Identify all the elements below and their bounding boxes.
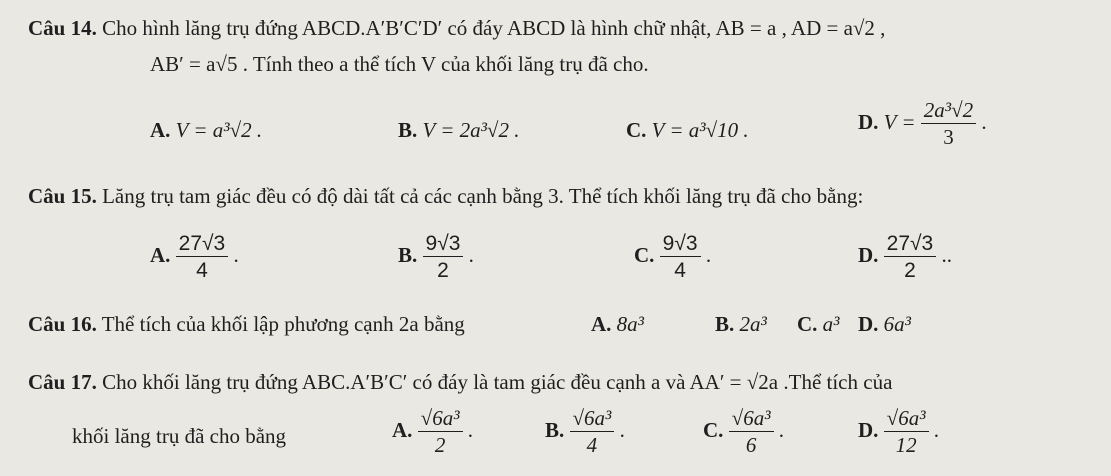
fraction-denominator: 2 bbox=[904, 259, 916, 282]
q14-option-d[interactable] bbox=[858, 100, 987, 148]
q16-line bbox=[28, 314, 465, 335]
option-value: V = a³√2 . bbox=[175, 118, 263, 142]
q17-text-line1: Cho khối lăng trụ đứng ABC.A′B′C′ có đáy là tam giác đều cạnh a và AA′ = √2a .Thể tích của bbox=[102, 370, 893, 394]
q14-option-a[interactable] bbox=[150, 120, 262, 141]
q16-text: Thể tích của khối lập phương cạnh 2a bằng bbox=[101, 312, 465, 336]
q17-option-a[interactable] bbox=[392, 408, 473, 456]
option-fraction bbox=[176, 233, 229, 281]
q15-number: Câu 15. bbox=[28, 184, 97, 208]
option-value: 2a³ bbox=[739, 312, 767, 336]
q17-number: Câu 17. bbox=[28, 370, 97, 394]
option-label: C. bbox=[626, 118, 647, 142]
option-value: 6a³ bbox=[883, 312, 911, 336]
option-label: D. bbox=[858, 242, 879, 267]
option-fraction bbox=[660, 233, 701, 281]
option-suffix: .. bbox=[941, 242, 952, 267]
fraction-numerator: 9√3 bbox=[423, 233, 464, 257]
q14-text-line2: AB′ = a√5 . Tính theo a thể tích V của khối lăng trụ đã cho. bbox=[150, 52, 649, 76]
option-value: 8a³ bbox=[616, 312, 644, 336]
q15-option-b[interactable] bbox=[398, 233, 474, 281]
q17-option-b[interactable] bbox=[545, 408, 625, 456]
option-label: D. bbox=[858, 109, 879, 134]
fraction-denominator: 4 bbox=[586, 433, 598, 457]
q14-line2 bbox=[150, 54, 649, 75]
option-fraction bbox=[884, 408, 929, 456]
option-value: V = a³√10 . bbox=[651, 118, 749, 142]
fraction-denominator: 3 bbox=[943, 125, 954, 149]
q16-option-a[interactable] bbox=[591, 314, 644, 335]
fraction-denominator: 2 bbox=[437, 259, 449, 282]
option-label: B. bbox=[715, 312, 735, 336]
q14-line1 bbox=[28, 18, 885, 39]
fraction-numerator: √6a³ bbox=[729, 408, 774, 432]
option-label: A. bbox=[150, 242, 171, 267]
q17-option-c[interactable] bbox=[703, 408, 784, 456]
q14-option-c[interactable] bbox=[626, 120, 749, 141]
q14-option-b[interactable] bbox=[398, 120, 519, 141]
q15-text: Lăng trụ tam giác đều có độ dài tất cả các cạnh bằng 3. Thể tích khối lăng trụ đã cho bằng: bbox=[102, 184, 864, 208]
q15-line bbox=[28, 186, 863, 207]
fraction-denominator: 4 bbox=[674, 259, 686, 282]
option-label: B. bbox=[398, 242, 418, 267]
option-label: A. bbox=[150, 118, 171, 142]
option-label: A. bbox=[392, 417, 413, 442]
option-label: B. bbox=[398, 118, 418, 142]
fraction-denominator: 12 bbox=[895, 433, 917, 457]
fraction-denominator: 4 bbox=[196, 259, 208, 282]
fraction-numerator: √6a³ bbox=[884, 408, 929, 432]
option-label: C. bbox=[797, 312, 818, 336]
option-value: a³ bbox=[822, 312, 840, 336]
q17-line2 bbox=[72, 426, 286, 447]
option-label: D. bbox=[858, 417, 879, 442]
option-fraction bbox=[423, 233, 464, 281]
fraction-denominator: 6 bbox=[745, 433, 757, 457]
fraction-numerator: √6a³ bbox=[570, 408, 615, 432]
option-suffix: . bbox=[233, 242, 239, 267]
option-label: B. bbox=[545, 417, 565, 442]
q14-text-line1: Cho hình lăng trụ đứng ABCD.A′B′C′D′ có đáy ABCD là hình chữ nhật, AB = a , AD = a√2 , bbox=[102, 16, 886, 40]
q17-text-line2: khối lăng trụ đã cho bằng bbox=[72, 424, 287, 448]
fraction-denominator: 2 bbox=[434, 433, 446, 457]
option-suffix: . bbox=[981, 109, 987, 134]
fraction-numerator: 9√3 bbox=[660, 233, 701, 257]
option-suffix: . bbox=[705, 242, 712, 267]
option-label: D. bbox=[858, 312, 879, 336]
option-fraction bbox=[418, 408, 463, 456]
fraction-numerator: 2a³√2 bbox=[921, 100, 976, 124]
q16-option-b[interactable] bbox=[715, 314, 767, 335]
option-label: A. bbox=[591, 312, 612, 336]
q15-option-a[interactable] bbox=[150, 233, 239, 281]
option-suffix: . bbox=[778, 417, 784, 442]
fraction-numerator: √6a³ bbox=[418, 408, 463, 432]
option-suffix: . bbox=[933, 417, 939, 442]
fraction-numerator: 27√3 bbox=[884, 233, 937, 257]
option-label: C. bbox=[703, 417, 724, 442]
option-label: C. bbox=[634, 242, 655, 267]
option-value: V = 2a³√2 . bbox=[422, 118, 520, 142]
q15-option-c[interactable] bbox=[634, 233, 711, 281]
option-suffix: . bbox=[619, 417, 625, 442]
q16-number: Câu 16. bbox=[28, 312, 97, 336]
option-fraction bbox=[884, 233, 937, 281]
option-fraction bbox=[921, 100, 976, 148]
option-suffix: . bbox=[468, 242, 474, 267]
q16-option-c[interactable] bbox=[797, 314, 839, 335]
q14-number: Câu 14. bbox=[28, 16, 97, 40]
option-fraction bbox=[729, 408, 774, 456]
q16-option-d[interactable] bbox=[858, 314, 911, 335]
option-prefix: V = bbox=[883, 109, 916, 134]
option-suffix: . bbox=[467, 417, 473, 442]
q17-line1 bbox=[28, 372, 892, 393]
option-fraction bbox=[570, 408, 615, 456]
q15-option-d[interactable] bbox=[858, 233, 952, 281]
q17-option-d[interactable] bbox=[858, 408, 939, 456]
fraction-numerator: 27√3 bbox=[176, 233, 229, 257]
